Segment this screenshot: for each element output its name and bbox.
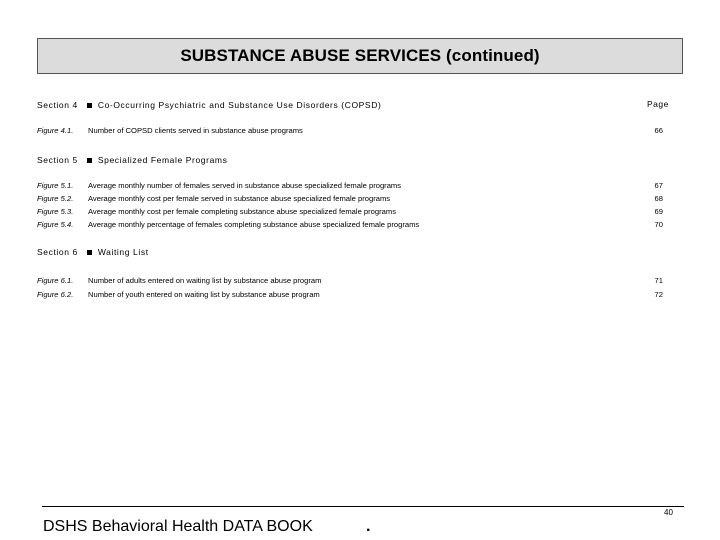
section-title: Co-Occurring Psychiatric and Substance Use Disorders (COPSD) [97,100,382,110]
figure-entry[interactable] [37,126,667,138]
figure-title: Average monthly cost per female served in substance abuse specialized female programs [88,194,391,203]
footer-page-number: 40 [664,508,673,517]
section-label: Section 6 [37,247,78,257]
page-column-label: Page [647,99,669,109]
figure-entry[interactable] [37,194,667,206]
figure-number: Figure 5.2. [37,194,74,203]
section-heading [37,153,227,167]
footer-divider [42,506,684,507]
figure-entry[interactable] [37,276,667,288]
figure-title: Average monthly number of females served in substance abuse specialized female programs [88,181,402,190]
figure-page: 66 [654,126,663,135]
page-title: SUBSTANCE ABUSE SERVICES (continued) [180,46,540,65]
figure-number: Figure 5.3. [37,207,74,216]
title-banner [37,38,683,74]
figure-number: Figure 6.2. [37,290,74,299]
square-bullet-icon [87,103,92,108]
figure-page: 67 [654,181,663,190]
square-bullet-icon [87,158,92,163]
figure-title: Number of COPSD clients served in substance abuse programs [88,126,303,135]
figure-title: Average monthly percentage of females completing substance abuse specialized female programs [88,220,420,229]
section-label: Section 4 [37,100,78,110]
figure-page: 68 [654,194,663,203]
figure-page: 72 [654,290,663,299]
figure-title: Average monthly cost per female completing substance abuse specialized female programs [88,207,396,216]
figure-entry[interactable] [37,220,667,232]
figure-number: Figure 5.1. [37,181,74,190]
section-title: Waiting List [97,247,149,257]
figure-entry[interactable] [37,290,667,302]
figure-number: Figure 6.1. [37,276,74,285]
footer-dot: . [366,518,371,535]
figure-entry[interactable] [37,181,667,193]
figure-page: 69 [654,207,663,216]
square-bullet-icon [87,250,92,255]
figure-page: 71 [654,276,663,285]
figure-number: Figure 5.4. [37,220,74,229]
figure-page: 70 [654,220,663,229]
figure-title: Number of youth entered on waiting list by substance abuse program [88,290,320,299]
section-heading [37,245,149,259]
section-title: Specialized Female Programs [97,155,228,165]
figure-title: Number of adults entered on waiting list by substance abuse program [88,276,322,285]
section-label: Section 5 [37,155,78,165]
figure-entry[interactable] [37,207,667,219]
figure-number: Figure 4.1. [37,126,74,135]
section-heading [37,98,381,112]
footer-title: DSHS Behavioral Health DATA BOOK [43,518,313,535]
